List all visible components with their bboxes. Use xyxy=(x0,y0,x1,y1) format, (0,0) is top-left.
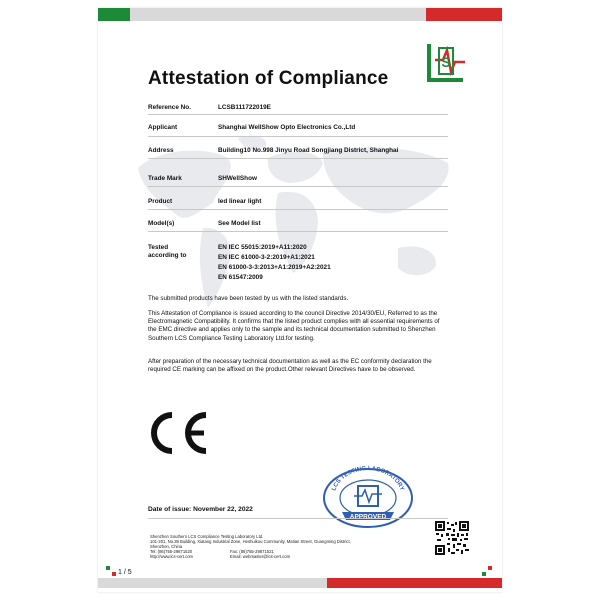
bottom-color-bar xyxy=(98,578,502,588)
ce-marking-paragraph: After preparation of the necessary technical documentation as well as the EC conformity declaration the required CE marking can be affixed on the product.Other relevant Directives have to be observed. xyxy=(148,358,432,374)
reference-label: Reference No. xyxy=(148,104,191,111)
top-color-bar xyxy=(98,8,502,21)
models-value: See Model list xyxy=(218,220,261,227)
reference-value: LCSB111722019E xyxy=(218,104,271,111)
footer-fax: Fax: (86)755-29871521 xyxy=(230,549,274,554)
document-title: Attestation of Compliance xyxy=(148,68,389,89)
divider xyxy=(148,158,448,159)
footer-city: Shenzhen, China xyxy=(150,544,183,549)
ce-mark xyxy=(146,410,214,456)
standard-item: EN IEC 61000-3-2:2019+A1:2021 xyxy=(218,254,315,261)
models-label: Model(s) xyxy=(148,220,175,227)
footer-email[interactable]: Email: webmaster@lcs-cert.com xyxy=(230,554,291,559)
attestation-paragraph: This Attestation of Compliance is issued according to the council Directive 2014/30/EU, Referred to as the Electromagnetic Compatibility. It confirms that the listed product complies with all essential requirements of the EMC directive and applies only to the sample and its technical documentation submitted to Shenzhen Southern LCS Compliance Testing Laboratory Ltd.for testing. xyxy=(148,310,440,342)
footer-website[interactable]: http://www.lcs-cert.com xyxy=(150,554,194,559)
divider xyxy=(148,209,448,210)
footer-tel: Tel: (86)755-29871520 xyxy=(150,549,193,554)
applicant-value: Shanghai WellShow Opto Electronics Co.,Ltd xyxy=(218,124,356,131)
product-value: led linear light xyxy=(218,198,262,205)
lcs-logo xyxy=(423,40,469,86)
tested-statement: The submitted products have been tested by us with the listed standards. xyxy=(148,295,349,302)
standard-item: EN IEC 55015:2019+A11:2020 xyxy=(218,244,307,251)
applicant-label: Applicant xyxy=(148,124,178,131)
qr-code[interactable] xyxy=(434,520,470,556)
according-label: according to xyxy=(148,252,187,259)
trademark-label: Trade Mark xyxy=(148,175,182,182)
issue-date: Date of issue: November 22, 2022 xyxy=(148,506,253,513)
page-number: 1 / 5 xyxy=(118,569,132,576)
svg-text:LCS TESTING LABORATORY xyxy=(331,466,404,492)
standard-item: EN 61000-3-3:2013+A1:2019+A2:2021 xyxy=(218,264,331,271)
divider xyxy=(148,114,448,115)
address-label: Address xyxy=(148,147,174,154)
divider xyxy=(148,186,448,187)
footer-company: Shenzhen Southern LCS Compliance Testing Laboratory Ltd. xyxy=(150,534,264,539)
stamp-top-text: LCS TESTING LABORATORY xyxy=(331,465,405,492)
certificate-page xyxy=(98,8,502,592)
footer-address: 101-201, No.39 Building, Xiatang Industrial Zone, Heshuikou Community, Matian Street, Guangming District, xyxy=(150,539,351,544)
divider xyxy=(148,136,448,137)
stamp-bottom-text: APPROVED xyxy=(349,513,387,521)
divider xyxy=(148,231,448,232)
tested-label: Tested xyxy=(148,244,169,251)
address-value: Building10 No.998 Jinyu Road Songjiang District, Shanghai xyxy=(218,147,399,154)
divider xyxy=(148,518,448,519)
product-label: Product xyxy=(148,198,173,205)
svg-text:S: S xyxy=(441,54,451,70)
trademark-value: SHWellShow xyxy=(218,175,257,182)
standard-item: EN 61547:2009 xyxy=(218,274,263,281)
